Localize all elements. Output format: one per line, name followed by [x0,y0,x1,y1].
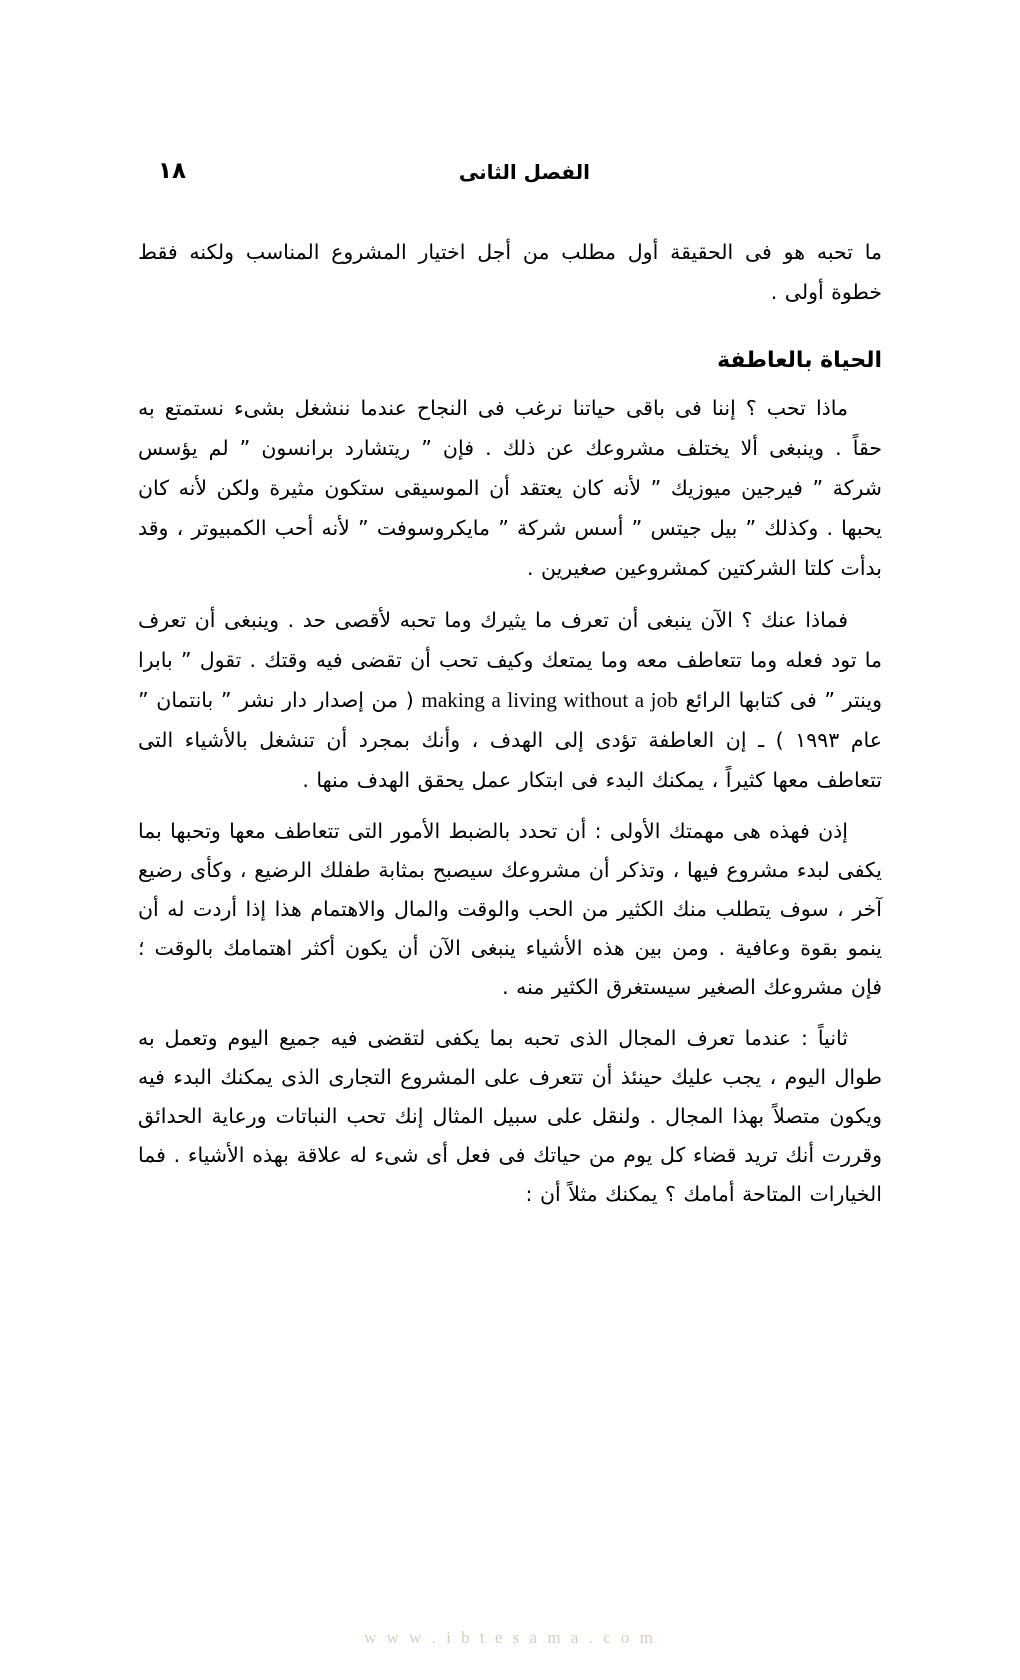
body-text-block [138,232,882,1216]
chapter-title: الفصل الثانى [458,160,590,184]
opening-paragraph: ما تحبه هو فى الحقيقة أول مطلب من أجل اختيار المشروع المناسب ولكنه فقط خطوة أولى . [138,240,882,304]
paragraph-know-yourself-text-b: ( من إصدار دار نشر ” بانتمان ” عام ١٩٩٣ ) ـ إن العاطفة تؤدى إلى الهدف ، وأنك بمجرد أن تنشغل بالأشياء التى تتعاطف معها كثيراً ، يمكنك البدء فى ابتكار عمل يحقق الهدف منها . [138,688,883,792]
paragraph-first-task: إذن فهذه هى مهمتك الأولى : أن تحدد بالضبط الأمور التى تتعاطف معها وتحبها بما يكفى لبدء مشروع فيها ، وتذكر أن مشروعك سيصبح بمثابة طفلك الرضيع ، وكأى رضيع آخر ، سوف يتطلب منك الكثير من الحب والوقت والمال والاهتمام هذا إذا أردت له أن ينمو بقوة وعافية . ومن بين هذه الأشياء ينبغى الآن أن يكون أكثر اهتمامك بالوقت ؛ فإن مشروعك الصغير سيستغرق الكثير منه . [138,819,882,999]
paragraph-passion-examples: ماذا تحب ؟ إننا فى باقى حياتنا نرغب فى النجاح عندما ننشغل بشىء نستمتع به حقاً . وينبغى ألا يختلف مشروعك عن ذلك . فإن ” ريتشارد برانسون ” لم يؤسس شركة ” فيرجين ميوزيك ” لأنه كان يعتقد أن الموسيقى ستكون مثيرة ولكن لأنه كان يحبها . وكذلك ” بيل جيتس ” أسس شركة ” مايكروسوفت ” لأنه أحب الكمبيوتر ، وقد بدأت كلتا الشركتين كمشروعين صغيرين . [138,396,882,580]
spacer [138,802,882,812]
running-head [130,160,890,194]
spacer [138,378,882,388]
book-title-latin: making a living without a job [421,688,678,712]
paragraph-know-yourself-text-a: فماذا عنك ؟ الآن ينبغى أن تعرف ما يثيرك وما تحبه لأقصى حد . وينبغى أن تعرف ما تود فعله وما تتعاطف معه وما يمتعك وكيف تحب أن تقضى فيه وقتك . تقول ” بابرا وينتر ” فى كتابها الرائع [138,608,882,712]
spacer [138,314,882,344]
spacer [138,1009,882,1019]
paragraph-know-yourself [138,600,882,800]
spacer [138,590,882,600]
page-number: ١٨ [158,158,187,184]
section-heading: الحياة بالعاطفة [717,348,882,373]
site-watermark: w w w . i b t e s a m a . c o m [364,1628,656,1647]
paragraph-second-task: ثانياً : عندما تعرف المجال الذى تحبه بما يكفى لتقضى فيه جميع اليوم وتعمل به طوال اليوم ، يجب عليك حينئذ أن تتعرف على المشروع التجارى الذى يمكنك البدء فيه ويكون متصلاً بهذا المجال . ولنقل على سبيل المثال إنك تحب النباتات ورعاية الحدائق وقررت أنك تريد قضاء كل يوم من حياتك فى فعل أى شىء له علاقة بهذه الأشياء . فما الخيارات المتاحة أمامك ؟ يمكنك مثلاً أن : [138,1026,882,1206]
